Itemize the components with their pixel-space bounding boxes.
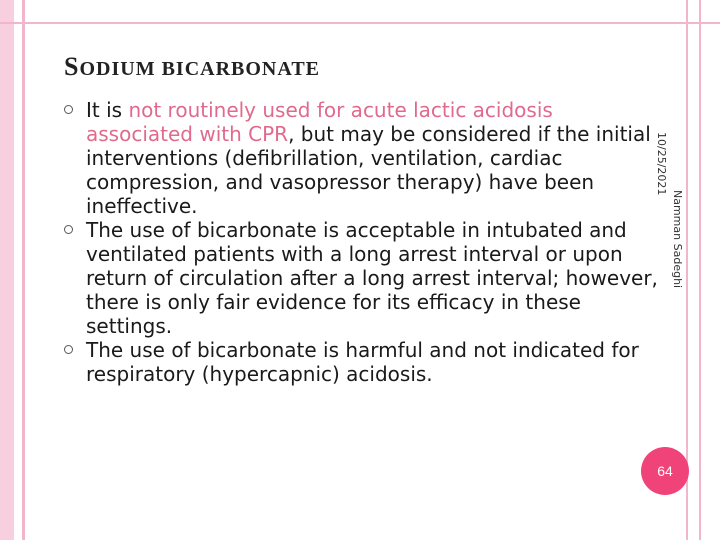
bullet-list xyxy=(62,98,662,386)
bullet-circle-icon xyxy=(64,105,73,114)
bullet-item-3 xyxy=(62,338,662,386)
slide-content xyxy=(62,98,662,386)
left-decorative-bar xyxy=(0,0,14,540)
side-date-label: 10/25/2021 xyxy=(655,132,668,196)
top-decorative-line xyxy=(0,22,720,24)
page-number-badge: 64 xyxy=(641,447,689,495)
bullet-3-text: The use of bicarbonate is harmful and not indicated for respiratory (hypercapnic) acidosis. xyxy=(86,338,639,386)
slide-title xyxy=(64,52,320,82)
right-decorative-line-outer xyxy=(699,0,701,540)
bullet-item-1 xyxy=(62,98,662,218)
bullet-1-suffix: , but may be considered if the initial interventions (defibrillation, ventilation, cardiac compression, and vasopressor therapy) have been ineffective. xyxy=(86,122,651,218)
bullet-circle-icon xyxy=(64,345,73,354)
left-decorative-line xyxy=(22,0,25,540)
side-author-label: Namman Sadeghi xyxy=(671,190,684,289)
title-rest: ODIUM BICARBONATE xyxy=(79,58,321,80)
bullet-2-text: The use of bicarbonate is acceptable in intubated and ventilated patients with a long arrest interval or upon return of circulation after a long arrest interval; however, there is only fair evidence for its efficacy in these settings. xyxy=(86,218,658,338)
title-first-letter: S xyxy=(64,52,80,81)
bullet-1-highlight: not routinely used for acute lactic acidosis associated with CPR xyxy=(86,98,553,146)
bullet-1-prefix: It is xyxy=(86,98,129,122)
bullet-circle-icon xyxy=(64,225,73,234)
bullet-item-2 xyxy=(62,218,662,338)
